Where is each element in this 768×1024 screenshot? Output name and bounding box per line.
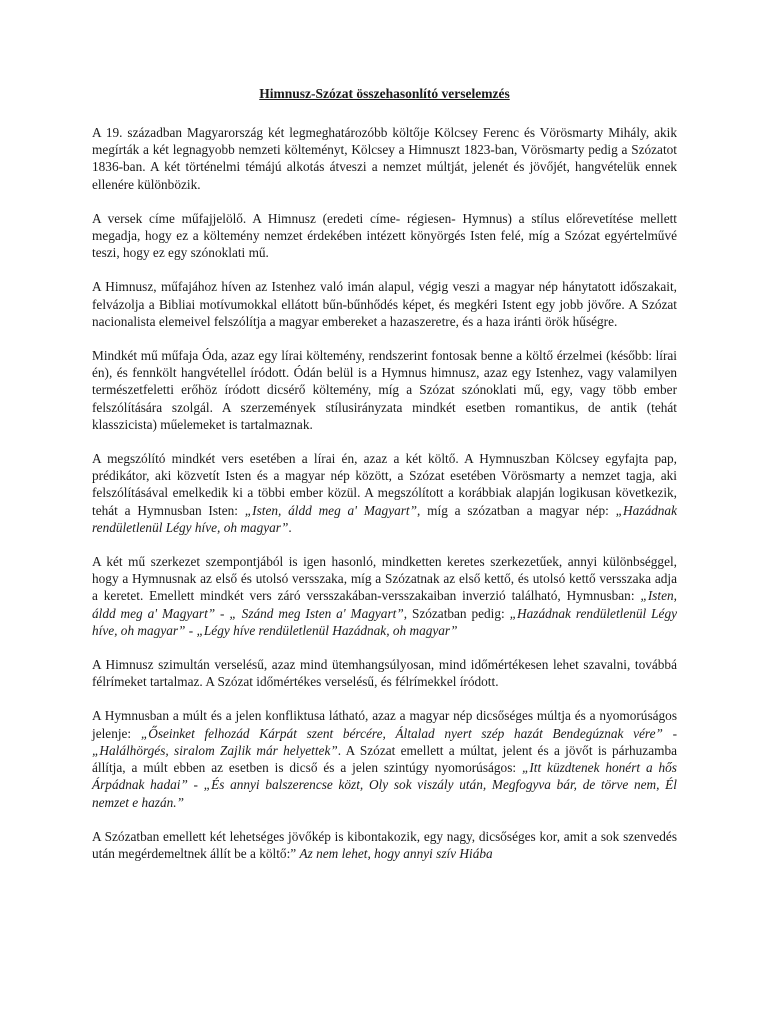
paragraph-text: A Szózatban emellett két lehetséges jövőkép is kibontakozik, egy nagy, dicsőséges kor, amit a sok szenvedés után megérdemeltnek állít be a költő:” [92,828,677,861]
paragraph-themes: A Himnusz, műfajához híven az Istenhez való imán alapul, végig veszi a magyar nép hánytatott időszakait, felvázolja a Bibliai motívumokkal ellátott bűn-bűnhődés képet, és megkéri Istent egy jobb jövőre. A Szózat nacionalista elemeivel felszólítja a magyar embereket a hazaszeretre, és a haza iránti örök hűségre. [92,279,677,329]
quote: „Hazádnak rendületlenül Légy híve, oh magyar” - „Légy híve rendületlenül Hazádnak, oh magyar” [92,605,677,638]
quote: Az nem lehet, hogy annyi szív Hiába [299,845,493,861]
quote: „Isten, áldd meg a' Magyart” [244,502,418,518]
paragraph-structure [92,553,677,639]
paragraph-past-present [92,707,677,810]
paragraph-text: A Hymnusban a múlt és a jelen konfliktusa látható, azaz a magyar nép dicsőséges múltja és a nyomorúságos jelenje: [92,708,677,741]
quote: „Hazádnak rendületlenül Légy híve, oh magyar” [92,502,677,535]
quote: „Őseinket felhozád Kárpát szent bércére, Általad nyert szép hazát Bendegúznak vére” - „Halálhörgés, siralom Zajlik már helyettek” [92,725,678,758]
paragraph-text: . A Szózat emellett a múltat, jelent és a jövőt is párhuzamba állítja, a múlt ebben az esetben is dicső és a jelen szintúgy nyomorúságos: [92,742,678,776]
paragraph-text: A két mű szerkezet szempontjából is igen hasonló, mindketten keretes szerkezetűek, annyi különbséggel, hogy a Hymnusnak az első és utolsó versszaka, míg a Szózatnak az első kettő, és utolsó kettő versszaka adja a keretet. Emellett mindkét vers záró versszakában-versszakaiban inverzió található, Hymnusban: [92,554,677,604]
document-title: Himnusz-Szózat összehasonlító verselemzés [259,86,510,101]
paragraph-text: . [288,519,292,535]
paragraph-intro: A 19. században Magyarország két legmeghatározóbb költője Kölcsey Ferenc és Vörösmarty Mihály, akik megírták a két legnagyobb nemzeti költeményt, Kölcsey a Himnuszt 1823-ban, Vörösmarty pedig a Szózatot 1836-ban. A két történelmi témájú alkotás átveszi a nemzet múltját, jelenét és jövőjét, hangvételük ennek ellenére különbözik. [92,125,677,192]
paragraph-text: A megszólító mindkét vers esetében a lírai én, azaz a két költő. A Hymnuszban Kölcsey egyfajta pap, prédikátor, aki közvetít Isten és a magyar nép között, a Szózat esetében Vörösmarty a nemzet tagja, aki felszólításával emelkedik ki a többi ember közül. A megszólított a korábbiak alapján logikusan következik, tehát a Hymnusban Isten: [92,451,677,518]
quote: „Isten, áldd meg a' Magyart” - „ Szánd meg Isten a' Magyart” [92,588,677,621]
paragraph-genre: Mindkét mű műfaja Óda, azaz egy lírai költemény, rendszerint fontosak benne a költő érzelmei (később: lírai én), és fennkölt hangvétellel íródott. Ódán belül is a Hymnus himnusz, azaz egy Istenhez, vagy valamilyen természetfeletti erőhöz íródott dicsérő költemény, míg a Szózat szónoklati mű, egy, vagy több ember felszólítására szolgál. A szerzemények stílusirányzata mindkét esetben romantikus, de antik (tehát klasszicista) műelemeket is tartalmaznak. [92,348,677,432]
paragraph-text: , míg a szózatban a magyar nép: [417,502,616,518]
paragraph-text: , Szózatban pedig: [403,605,510,621]
paragraph-speaker [92,450,677,536]
quote: „Itt küzdtenek honért a hős Árpádnak hadai” - „És annyi balszerencse közt, Oly sok viszály után, Megfogyva bár, de törve nem, Él nemzet e hazán.” [92,760,677,810]
document-page [92,86,677,879]
paragraph-titles: A versek címe műfajjelölő. A Himnusz (eredeti címe- régiesen- Hymnus) a stílus előrevetítése mellett megadja, hogy ez a költemény nemzet érdekében intézett könyörgés Isten felé, míg a Szózat egyértelművé teszi, hogy ez egy szónoklati mű. [92,210,677,261]
paragraph-future [92,828,677,862]
paragraph-versification: A Himnusz szimultán verselésű, azaz mind ütemhangsúlyosan, mind időmértékesen lehet szavalni, továbbá félrímeket tartalmaz. A Szózat időmértékes verselésű, és félrímekkel íródott. [92,657,677,690]
